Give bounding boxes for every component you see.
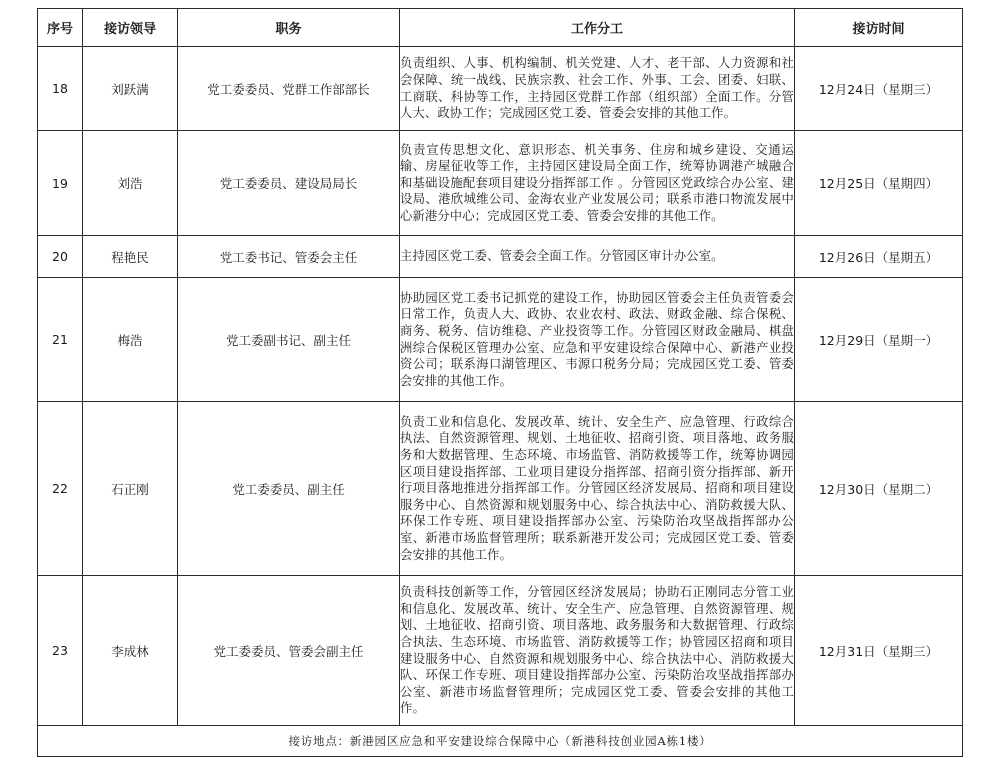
table-row <box>38 278 963 402</box>
row-time: 12月24日（星期三） <box>795 47 963 131</box>
header-duties: 工作分工 <box>400 9 795 47</box>
row-time: 12月30日（星期二） <box>795 402 963 576</box>
row-duties: 负责组织、人事、机构编制、机关党建、人才、老干部、人力资源和社会保障、统一战线、民族宗教、社会工作、外事、工会、团委、妇联、工商联、科协等工作，主持园区党群工作部（组织部）全面工作。分管人大、政协工作；完成园区党工委、管委会安排的其他工作。 <box>400 47 795 131</box>
row-time: 12月26日（星期五） <box>795 236 963 278</box>
row-index: 21 <box>38 278 83 402</box>
reception-schedule-table <box>37 8 963 757</box>
row-leader: 刘跃满 <box>83 47 178 131</box>
row-index: 18 <box>38 47 83 131</box>
row-position: 党工委委员、副主任 <box>178 402 400 576</box>
row-time: 12月31日（星期三） <box>795 576 963 726</box>
row-duties: 主持园区党工委、管委会全面工作。分管园区审计办公室。 <box>400 236 795 278</box>
row-duties: 负责工业和信息化、发展改革、统计、安全生产、应急管理、行政综合执法、自然资源管理、规划、土地征收、招商引资、项目落地、政务服务和大数据管理、生态环境、市场监管、消防救援等工作，统筹协调园区项目建设指挥部、工业项目建设分指挥部、招商引资分指挥部、新开行项目落地推进分指挥部工作。分管园区经济发展局、招商和项目建设服务中心、自然资源和规划服务中心、综合执法中心、消防救援大队、环保工作专班、项目建设指挥部办公室、污染防治攻坚战指挥部办公室、新港市场监督管理所；联系新港开发公司；完成园区党工委、管委会安排的其他工作。 <box>400 402 795 576</box>
row-index: 19 <box>38 131 83 236</box>
row-position: 党工委委员、建设局局长 <box>178 131 400 236</box>
row-leader: 梅浩 <box>83 278 178 402</box>
row-time: 12月25日（星期四） <box>795 131 963 236</box>
table-row <box>38 236 963 278</box>
row-leader: 刘浩 <box>83 131 178 236</box>
header-index: 序号 <box>38 9 83 47</box>
table-row <box>38 131 963 236</box>
table-row <box>38 402 963 576</box>
row-duties: 负责科技创新等工作，分管园区经济发展局；协助石正刚同志分管工业和信息化、发展改革、统计、安全生产、应急管理、自然资源管理、规划、土地征收、招商引资、项目落地、政务服务和大数据管理、行政综合执法、生态环境、市场监管、消防救援等工作；协管园区招商和项目建设服务中心、自然资源和规划服务中心、综合执法中心、消防救援大队、环保工作专班、项目建设指挥部办公室、污染防治攻坚战指挥部办公室、新港市场监督管理所；完成园区党工委、管委会安排的其他工作。 <box>400 576 795 726</box>
table-row <box>38 47 963 131</box>
reception-location: 接访地点：新港园区应急和平安建设综合保障中心（新港科技创业园A栋1楼） <box>38 726 963 757</box>
table-row <box>38 576 963 726</box>
row-position: 党工委副书记、副主任 <box>178 278 400 402</box>
table-header-row <box>38 9 963 47</box>
header-position: 职务 <box>178 9 400 47</box>
row-time: 12月29日（星期一） <box>795 278 963 402</box>
header-leader: 接访领导 <box>83 9 178 47</box>
row-duties: 协助园区党工委书记抓党的建设工作，协助园区管委会主任负责管委会日常工作，负责人大、政协、农业农村、政法、财政金融、综合保税、商务、税务、信访维稳、产业投资等工作。分管园区财政金融局、棋盘洲综合保税区管理办公室、应急和平安建设综合保障中心、新港产业投资公司；联系海口湖管理区、韦源口税务分局；完成园区党工委、管委会安排的其他工作。 <box>400 278 795 402</box>
row-leader: 李成林 <box>83 576 178 726</box>
row-position: 党工委委员、党群工作部部长 <box>178 47 400 131</box>
row-leader: 石正刚 <box>83 402 178 576</box>
row-position: 党工委书记、管委会主任 <box>178 236 400 278</box>
footer-row <box>38 726 963 757</box>
row-index: 23 <box>38 576 83 726</box>
row-index: 20 <box>38 236 83 278</box>
row-index: 22 <box>38 402 83 576</box>
row-position: 党工委委员、管委会副主任 <box>178 576 400 726</box>
row-leader: 程艳民 <box>83 236 178 278</box>
header-time: 接访时间 <box>795 9 963 47</box>
row-duties: 负责宣传思想文化、意识形态、机关事务、住房和城乡建设、交通运输、房屋征收等工作，主持园区建设局全面工作，统筹协调港产城融合和基础设施配套项目建设分指挥部工作 。分管园区党政综合办公室、建设局、港欣城维公司、金海农业产业发展公司；联系市港口物流发展中心新港分中心；完成园区党工委、管委会安排的其他工作。 <box>400 131 795 236</box>
